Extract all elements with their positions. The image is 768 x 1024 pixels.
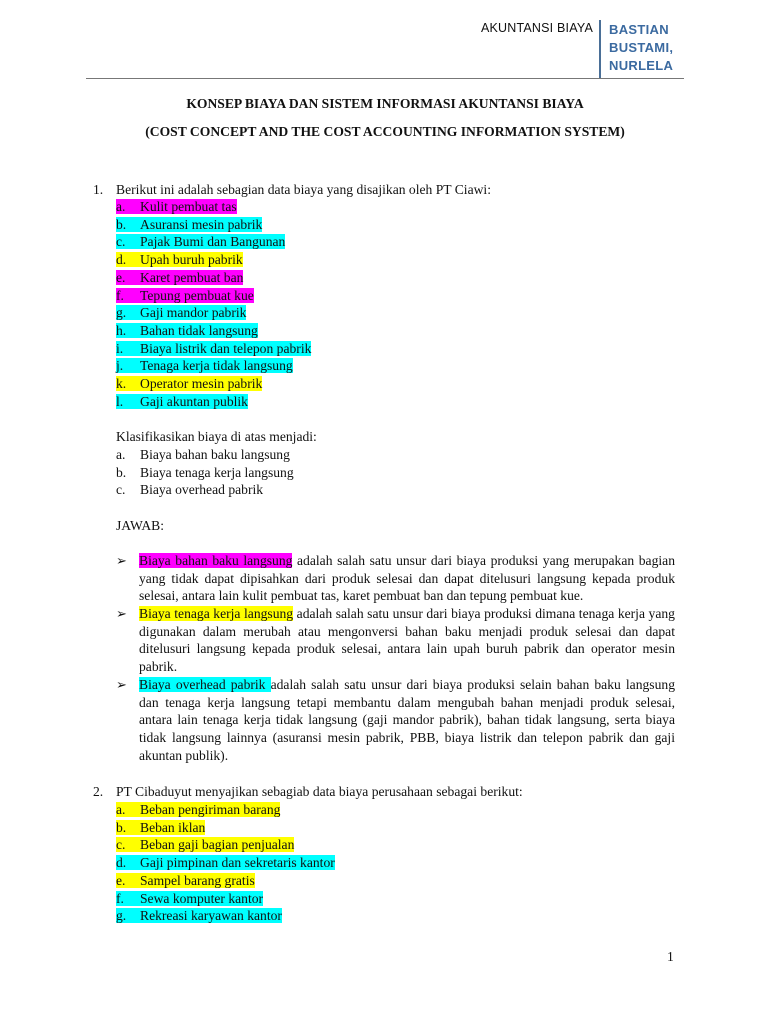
- list-item-text: [116, 305, 246, 320]
- list-item-text: [116, 820, 205, 835]
- list-item-text: [116, 358, 293, 373]
- answer-text: adalah salah satu unsur dari biaya produksi selain bahan baku langsung dan tenaga kerja langsung tetapi membantu dalam mengubah bahan menjadi produk selesai, antara lain tenaga kerja tidak langsung (gaji mandor pabrik), bahan tidak langsung, serta biaya tidak langsung lainnya (asuransi mesin pabrik, PBB, biaya listrik dan telepon pabrik dan gaji akuntan publik).: [139, 677, 675, 763]
- list-item-text: [116, 288, 254, 303]
- author-line: BASTIAN: [609, 22, 669, 37]
- bullet-arrow-icon: ➢: [116, 554, 127, 569]
- list-item-label: e.: [116, 872, 126, 888]
- list-item-label: d.: [116, 855, 127, 871]
- document-title: KONSEP BIAYA DAN SISTEM INFORMASI AKUNTANSI BIAYA: [186, 96, 584, 111]
- answer-paragraph: [139, 552, 675, 605]
- answer-label: JAWAB:: [116, 518, 165, 533]
- list-item-label: a.: [116, 199, 126, 214]
- list-item-value: Biaya bahan baku langsung: [140, 447, 290, 462]
- list-item: [116, 287, 254, 304]
- list-item-text: [116, 837, 294, 852]
- list-item-label: c.: [116, 234, 126, 250]
- author-line: BUSTAMI,: [609, 40, 674, 55]
- question-intro: Berikut ini adalah sebagian data biaya yang disajikan oleh PT Ciawi:: [116, 182, 491, 197]
- list-item-label: b.: [116, 464, 127, 480]
- list-item-value: Karet pembuat ban: [140, 269, 244, 285]
- answer-text: adalah salah satu unsur dari biaya produksi yang merupakan bagian yang tidak dapat dipisahkan dari produk selesai dan dapat ditelusuri langsung kepada produk selesai, antara lain kulit pembuat tas, karet pembuat ban dan tepung pembuat kue.: [139, 553, 675, 604]
- list-item-value: Kulit pembuat tas: [140, 199, 237, 214]
- list-item-label: h.: [116, 322, 127, 338]
- list-item-label: b.: [116, 216, 127, 232]
- list-item: [116, 854, 335, 871]
- list-item-text: [116, 376, 262, 391]
- list-item: [116, 340, 311, 357]
- list-item-value: Biaya overhead pabrik: [140, 482, 264, 498]
- list-item-text: [116, 908, 282, 923]
- question-number: 1.: [93, 182, 104, 197]
- list-item: [116, 446, 290, 463]
- list-item-value: Bahan tidak langsung: [140, 322, 258, 338]
- list-item: [116, 233, 285, 250]
- list-item: [116, 251, 243, 268]
- list-item-label: f.: [116, 287, 124, 303]
- list-item-label: a.: [116, 447, 126, 462]
- list-item-value: Asuransi mesin pabrik: [140, 216, 263, 232]
- list-item-text: [116, 873, 255, 888]
- list-item-text: [116, 217, 262, 232]
- list-item: [116, 819, 205, 836]
- list-item-value: Operator mesin pabrik: [140, 376, 263, 391]
- header-rule: [86, 78, 684, 79]
- list-item-value: Gaji mandor pabrik: [140, 305, 247, 321]
- list-item-text: [116, 323, 258, 338]
- list-item-label: l.: [116, 393, 124, 409]
- answer-term: Biaya tenaga kerja langsung: [139, 606, 294, 621]
- list-item-label: c.: [116, 482, 126, 498]
- list-item-text: [116, 482, 263, 497]
- list-item: [116, 464, 294, 481]
- list-item-label: k.: [116, 376, 127, 391]
- list-item-text: [116, 394, 248, 409]
- list-item-text: [116, 891, 263, 906]
- answer-term: Biaya bahan baku langsung: [139, 553, 293, 568]
- bullet-arrow-icon: ➢: [116, 607, 127, 622]
- list-item-text: [116, 252, 243, 267]
- list-item: [116, 872, 255, 889]
- list-item: [116, 907, 282, 924]
- header-divider: [599, 20, 601, 78]
- list-item-text: [116, 465, 294, 480]
- list-item-label: g.: [116, 305, 127, 321]
- list-item-text: [116, 447, 290, 462]
- list-item-label: g.: [116, 908, 127, 924]
- author-line: NURLELA: [609, 58, 674, 73]
- list-item: [116, 216, 262, 233]
- header-author: [609, 21, 739, 75]
- list-item-value: Beban pengiriman barang: [140, 802, 281, 817]
- list-item: [116, 481, 263, 498]
- list-item-text: [116, 270, 243, 285]
- page-number: 1: [667, 949, 674, 964]
- list-item-value: Sampel barang gratis: [140, 872, 255, 888]
- list-item-label: f.: [116, 890, 124, 906]
- list-item-text: [116, 341, 311, 356]
- list-item-value: Tenaga kerja tidak langsung: [140, 358, 293, 374]
- question-number: 2.: [93, 784, 104, 799]
- list-item-value: Beban iklan: [140, 819, 206, 835]
- list-item: [116, 836, 294, 853]
- list-item-value: Biaya listrik dan telepon pabrik: [140, 340, 312, 356]
- list-item: [116, 322, 258, 339]
- list-item-value: Upah buruh pabrik: [140, 252, 243, 268]
- list-item: [116, 198, 237, 215]
- header-title: AKUNTANSI BIAYA: [480, 21, 593, 35]
- document-subtitle: (COST CONCEPT AND THE COST ACCOUNTING INFORMATION SYSTEM): [145, 124, 625, 139]
- list-item-label: c.: [116, 837, 126, 853]
- list-item-text: [116, 855, 335, 870]
- list-item-value: Tepung pembuat kue: [140, 287, 254, 303]
- list-item: [116, 393, 248, 410]
- list-item-value: Rekreasi karyawan kantor: [140, 908, 282, 924]
- list-item-value: Gaji pimpinan dan sekretaris kantor: [140, 855, 335, 871]
- list-item-text: [116, 234, 285, 249]
- answer-term: Biaya overhead pabrik: [139, 677, 271, 692]
- list-item-value: Beban gaji bagian penjualan: [140, 837, 295, 853]
- list-item: [116, 304, 246, 321]
- list-item-value: Gaji akuntan publik: [140, 393, 248, 409]
- list-item: [116, 269, 243, 286]
- list-item-label: i.: [116, 340, 124, 356]
- list-item-value: Pajak Bumi dan Bangunan: [140, 234, 286, 250]
- answer-paragraph: [139, 676, 675, 765]
- list-item-label: a.: [116, 802, 126, 817]
- list-item-text: [116, 199, 237, 214]
- list-item-value: Sewa komputer kantor: [140, 890, 264, 906]
- list-item: [116, 890, 263, 907]
- list-item-value: Biaya tenaga kerja langsung: [140, 464, 294, 480]
- list-item: [116, 375, 262, 392]
- classify-intro: Klasifikasikan biaya di atas menjadi:: [116, 429, 317, 444]
- list-item: [116, 801, 280, 818]
- list-item-label: b.: [116, 819, 127, 835]
- answer-text: adalah salah satu unsur dari biaya produksi dimana tenaga kerja yang digunakan dalam merubah atau mengonversi bahan baku menjadi produk selesai dan dapat ditelusuri langsung kepada produk selesai, antara lain upah buruh pabrik dan operator mesin pabrik.: [139, 606, 675, 675]
- question-intro: PT Cibaduyut menyajikan sebagiab data biaya perusahaan sebagai berikut:: [116, 784, 523, 799]
- list-item-label: d.: [116, 252, 127, 268]
- list-item-label: e.: [116, 269, 126, 285]
- bullet-arrow-icon: ➢: [116, 678, 127, 693]
- list-item-text: [116, 802, 280, 817]
- list-item: [116, 357, 293, 374]
- list-item-label: j.: [116, 358, 124, 374]
- answer-paragraph: [139, 605, 675, 676]
